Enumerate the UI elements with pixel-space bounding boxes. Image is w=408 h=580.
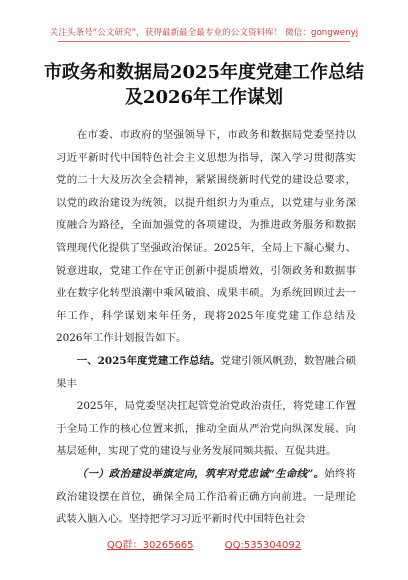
summary-paragraph: 2025年，局党委坚决扛起管党治党政治责任，将党建工作置于全局工作的核心位置来抓，推动全面从严治党向纵深发展、向基层延伸，实现了党的建设与业务发展同频共振、互促共进。 (56, 400, 356, 458)
section-1-paragraph (56, 350, 356, 395)
qq-contact-link[interactable]: QQ:535304092 (224, 540, 302, 551)
section-1-heading: 一、2025年度党建工作总结。 (76, 354, 221, 367)
title-line-1: 市政务和数据局2025年度党建工作总结 (43, 62, 365, 83)
title-line-2: 及2026年工作谋划 (124, 87, 284, 108)
promo-header: 关注头条号“公文研究”，获得最新最全最专业的公文资料库！ 微信：gongwenyj (49, 28, 359, 38)
qq-group-link[interactable]: QQ群：30265665 (106, 540, 194, 551)
subsection-1-text: 始终将政治建设摆在首位，确保全局工作沿着正确方向前进。一是理论武装入脑入心。坚持把学习习近平新时代中国特色社会 (56, 467, 357, 526)
document-title (30, 60, 378, 110)
subsection-1-paragraph (56, 463, 356, 531)
header-divider (58, 41, 350, 42)
contact-footer (0, 536, 408, 551)
intro-paragraph: 在市委、市政府的坚强领导下，市政务和数据局党委坚持以习近平新时代中国特色社会主义思想为指导，深入学习贯彻落实党的二十大及历次全会精神，紧紧围绕新时代党的建设总要求，以党的政治建设为统领，以提升组织力为重点，以党建与业务深度融合为路径，全面加强党的各项建设，为推进政务服务和数据管理现代化提供了坚强政治保证。2025年，全局上下凝心聚力、锐意进取，党建工作在守正创新中提质增效，引领政务和数据事业在数字化转型浪潮中乘风破浪、成果丰硕。为系统回顾过去一年工作，科学谋划来年任务，现将2025年度党建工作总结及2026年工作计划报告如下。 (56, 129, 356, 345)
section-1-tail: 党建引领风帆劲，数智融合硕果丰 (56, 354, 356, 390)
subsection-1-heading: （一）政治建设举旗定向，筑牢对党忠诚“生命线”。 (76, 467, 325, 480)
document-body (56, 124, 356, 531)
